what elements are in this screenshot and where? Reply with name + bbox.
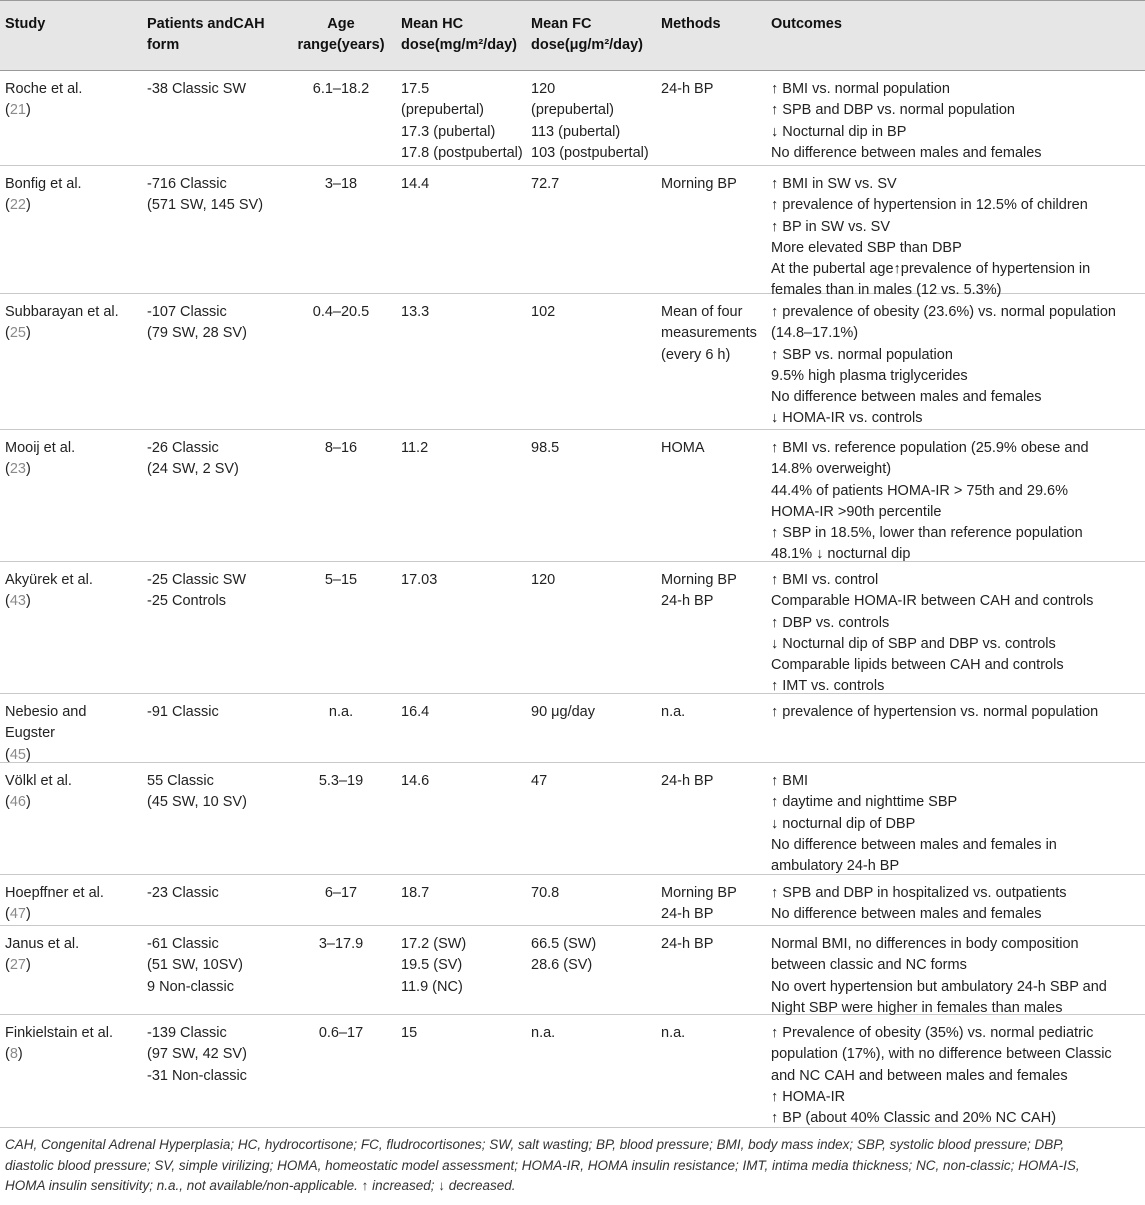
study-name: Hoepffner et al. — [5, 885, 104, 901]
text-line: 17.2 (SW) — [401, 936, 467, 952]
age-range: 8–16 — [324, 440, 358, 456]
text-line: ↓ Nocturnal dip in BP — [771, 123, 907, 140]
text-line: ↑ BMI in SW vs. SV — [771, 176, 897, 192]
text-line: -31 Non-classic — [147, 1067, 247, 1084]
text-line: ↑ BMI — [771, 773, 809, 789]
cell-fc-dose — [531, 174, 656, 195]
text-line: -25 Classic SW — [147, 572, 247, 588]
header-hc-dose — [401, 14, 526, 56]
text-line: -61 Classic — [147, 936, 219, 952]
header-fc-dose — [531, 14, 656, 56]
table-row — [0, 1015, 1145, 1128]
text-line: Morning BP — [661, 885, 737, 901]
text-line: ↑ Prevalence of obesity (35%) vs. normal pediatric — [771, 1025, 1094, 1041]
reference-line: (45) — [5, 746, 31, 763]
cell-patients — [147, 79, 297, 100]
text-line: ↑ prevalence of hypertension vs. normal population — [771, 704, 1099, 720]
study-name: Akyürek et al. — [5, 572, 93, 588]
text-line: (51 SW, 10SV) — [147, 957, 243, 974]
cell-age-range — [297, 438, 385, 459]
text-line: females than in males (12 vs. 5.3%) — [771, 282, 1002, 299]
table-row — [0, 562, 1145, 694]
text-line: Outcomes — [771, 16, 842, 32]
cell-age-range — [297, 771, 385, 792]
table-row — [0, 294, 1145, 430]
text-line: At the pubertal age↑prevalence of hypertension in — [771, 261, 1091, 278]
text-line: 66.5 (SW) — [531, 936, 597, 952]
cell-hc-dose — [401, 302, 526, 323]
cell-hc-dose — [401, 438, 526, 459]
cell-patients — [147, 883, 297, 904]
text-line: -23 Classic — [147, 885, 219, 901]
text-line: 11.9 (NC) — [401, 978, 463, 995]
text-line: Normal BMI, no differences in body composition — [771, 936, 1079, 952]
cell-outcomes — [771, 883, 1143, 926]
reference-link[interactable]: 21 — [9, 102, 26, 119]
text-line: ↑ BP (about 40% Classic and 20% NC CAH) — [771, 1110, 1057, 1127]
cell-hc-dose — [401, 1023, 526, 1044]
table-row — [0, 763, 1145, 875]
text-line: ↑ BP in SW vs. SV — [771, 218, 890, 235]
cell-fc-dose — [531, 79, 656, 164]
table-row — [0, 71, 1145, 166]
text-line: ↑ SPB and DBP in hospitalized vs. outpatients — [771, 885, 1067, 901]
cell-fc-dose — [531, 438, 656, 459]
table-row — [0, 875, 1145, 926]
text-line: ↑ BMI vs. reference population (25.9% obese and — [771, 440, 1089, 456]
cell-age-range — [297, 570, 385, 591]
cell-fc-dose — [531, 702, 656, 723]
cell-patients — [147, 771, 297, 814]
reference-link[interactable]: 8 — [9, 1046, 18, 1063]
table-header — [0, 0, 1145, 71]
text-line: ↑ SPB and DBP vs. normal population — [771, 102, 1015, 119]
text-line: 24-h BP — [661, 773, 714, 789]
study-name: Janus et al. — [5, 936, 80, 952]
age-range: 6–17 — [324, 885, 358, 901]
text-line: (prepubertal) — [401, 102, 485, 119]
age-range: 3–18 — [324, 176, 358, 192]
reference-line: (22) — [5, 197, 31, 214]
text-line: Methods — [661, 16, 721, 32]
cell-hc-dose — [401, 883, 526, 904]
cell-age-range — [297, 302, 385, 323]
text-line: CAH form — [147, 16, 265, 53]
text-line: 9.5% high plasma triglycerides — [771, 367, 968, 384]
study-name: Roche et al. — [5, 81, 83, 97]
text-line: ↑ DBP vs. controls — [771, 614, 890, 631]
text-line: 17.03 — [401, 572, 438, 588]
cell-methods — [661, 79, 766, 100]
age-range: n.a. — [328, 704, 354, 720]
reference-line: (47) — [5, 906, 31, 923]
cell-patients — [147, 174, 297, 217]
cell-hc-dose — [401, 771, 526, 792]
text-line: (μg/m²/day) — [564, 37, 643, 53]
text-line: Comparable HOMA-IR between CAH and controls — [771, 593, 1094, 610]
text-line: (24 SW, 2 SV) — [147, 461, 239, 478]
cell-patients — [147, 1023, 297, 1087]
cell-study — [5, 79, 133, 122]
text-line: 14.4 — [401, 176, 430, 192]
reference-line: (25) — [5, 325, 31, 342]
text-line: ↑ HOMA-IR — [771, 1088, 846, 1105]
text-line: 72.7 — [531, 176, 560, 192]
text-line: -716 Classic — [147, 176, 227, 192]
study-name: Völkl et al. — [5, 773, 72, 789]
cell-age-range — [297, 934, 385, 955]
text-line: 24-h BP — [661, 593, 714, 610]
cell-patients — [147, 570, 297, 613]
text-line: ↑ IMT vs. controls — [771, 678, 885, 695]
text-line: -38 Classic SW — [147, 81, 247, 97]
text-line: 24-h BP — [661, 81, 714, 97]
text-line: HOMA insulin sensitivity; n.a., not available/non-applicable. ↑ increased; ↓ decreased. — [5, 1178, 516, 1193]
cell-hc-dose — [401, 174, 526, 195]
text-line: n.a. — [661, 1025, 686, 1041]
text-line: 11.2 — [401, 440, 429, 456]
cell-methods — [661, 934, 766, 955]
header-outcomes — [771, 14, 1143, 35]
text-line: 47 — [531, 773, 548, 789]
cell-methods — [661, 1023, 766, 1044]
text-line: 120 — [531, 572, 556, 588]
text-line: 28.6 (SV) — [531, 957, 593, 974]
text-line: (97 SW, 42 SV) — [147, 1046, 247, 1063]
study-name: Subbarayan et al. — [5, 304, 119, 320]
study-name-cont: Eugster — [5, 725, 55, 742]
text-line: ambulatory 24-h BP — [771, 858, 900, 875]
text-line: (79 SW, 28 SV) — [147, 325, 247, 342]
text-line: Comparable lipids between CAH and controls — [771, 657, 1064, 674]
text-line: 17.8 (postpubertal) — [401, 144, 523, 161]
text-line: 9 Non-classic — [147, 978, 235, 995]
cell-hc-dose — [401, 570, 526, 591]
text-line: 18.7 — [401, 885, 430, 901]
text-line: ↑ prevalence of obesity (23.6%) vs. normal population — [771, 304, 1116, 320]
text-line: 70.8 — [531, 885, 560, 901]
text-line: 98.5 — [531, 440, 560, 456]
text-line: n.a. — [661, 704, 686, 720]
text-line: 17.3 (pubertal) — [401, 123, 496, 140]
cell-patients — [147, 934, 297, 998]
text-line: 17.5 — [401, 81, 430, 97]
reference-link[interactable]: 27 — [9, 957, 26, 974]
text-line: Morning BP — [661, 572, 737, 588]
text-line: Mean FC dose — [531, 16, 592, 53]
cell-hc-dose — [401, 702, 526, 723]
table-row — [0, 694, 1145, 763]
header-age — [297, 14, 385, 56]
study-name: Bonfig et al. — [5, 176, 82, 192]
reference-link[interactable]: 45 — [9, 746, 26, 763]
cell-patients — [147, 302, 297, 345]
text-line: ↑ SBP vs. normal population — [771, 346, 953, 363]
reference-link[interactable]: 43 — [9, 593, 26, 610]
cell-age-range — [297, 174, 385, 195]
text-line: measurements — [661, 325, 757, 342]
text-line: 113 (pubertal) — [531, 123, 621, 140]
cell-fc-dose — [531, 302, 656, 323]
cell-study — [5, 702, 133, 766]
cell-methods — [661, 771, 766, 792]
cell-study — [5, 174, 133, 217]
text-line: and NC CAH and between males and females — [771, 1067, 1068, 1084]
text-line: 13.3 — [401, 304, 430, 320]
text-line: -26 Classic — [147, 440, 219, 456]
text-line: 90 μg/day — [531, 704, 595, 720]
text-line: 120 — [531, 81, 556, 97]
text-line: No overt hypertension but ambulatory 24-h SBP and — [771, 978, 1107, 995]
text-line: ↑ SBP in 18.5%, lower than reference population — [771, 525, 1083, 542]
cell-study — [5, 438, 133, 481]
text-line: 15 — [401, 1025, 418, 1041]
text-line: -139 Classic — [147, 1025, 227, 1041]
reference-link[interactable]: 25 — [9, 325, 26, 342]
age-range: 3–17.9 — [318, 936, 364, 952]
cell-outcomes — [771, 79, 1143, 164]
reference-line: (46) — [5, 794, 31, 811]
text-line: -107 Classic — [147, 304, 227, 320]
study-name: Mooij et al. — [5, 440, 76, 456]
cell-fc-dose — [531, 934, 656, 977]
text-line: Night SBP were higher in females than males — [771, 999, 1063, 1016]
text-line: (45 SW, 10 SV) — [147, 794, 247, 811]
cell-study — [5, 771, 133, 814]
text-line: 24-h BP — [661, 906, 714, 923]
cell-outcomes — [771, 771, 1143, 877]
cell-study — [5, 1023, 133, 1066]
age-range: 5–15 — [324, 572, 358, 588]
text-line: HOMA-IR >90th percentile — [771, 503, 942, 520]
text-line: ↓ HOMA-IR vs. controls — [771, 410, 923, 427]
text-line: Morning BP — [661, 176, 737, 192]
text-line: More elevated SBP than DBP — [771, 239, 962, 256]
cell-study — [5, 934, 133, 977]
text-line: 103 (postpubertal) — [531, 144, 649, 161]
cell-study — [5, 302, 133, 345]
cell-outcomes — [771, 570, 1143, 698]
age-range: 6.1–18.2 — [312, 81, 370, 97]
cell-patients — [147, 702, 297, 723]
age-range: 0.4–20.5 — [312, 304, 370, 320]
text-line: (mg/m²/day) — [434, 37, 518, 53]
text-line: (years) — [336, 37, 385, 53]
text-line: 14.8% overweight) — [771, 461, 892, 478]
reference-link[interactable]: 47 — [9, 906, 26, 923]
cell-fc-dose — [531, 570, 656, 591]
table-footnote — [5, 1135, 1141, 1197]
table-row — [0, 926, 1145, 1015]
cell-fc-dose — [531, 1023, 656, 1044]
cell-outcomes — [771, 174, 1143, 302]
text-line: ↓ Nocturnal dip of SBP and DBP vs. controls — [771, 635, 1056, 652]
reference-link[interactable]: 22 — [9, 197, 26, 214]
text-line: No difference between males and females — [771, 389, 1042, 406]
text-line: diastolic blood pressure; SV, simple virilizing; HOMA, homeostatic model assessment; HOMA-IR, HOMA insulin resistance; IMT, intima media thickness; NC, non-classic; HOMA-IS, — [5, 1157, 1080, 1173]
reference-line: (8) — [5, 1046, 23, 1063]
text-line: Mean of four — [661, 304, 743, 320]
text-line: ↑ prevalence of hypertension in 12.5% of children — [771, 197, 1088, 214]
reference-line: (21) — [5, 102, 31, 119]
text-line: Study — [5, 16, 46, 32]
reference-line: (43) — [5, 593, 31, 610]
cell-outcomes — [771, 302, 1143, 430]
text-line: Age range — [297, 16, 355, 53]
text-line: 14.6 — [401, 773, 430, 789]
text-line: ↓ nocturnal dip of DBP — [771, 815, 916, 832]
cell-age-range — [297, 1023, 385, 1044]
cell-study — [5, 570, 133, 613]
text-line: 24-h BP — [661, 936, 714, 952]
reference-link[interactable]: 46 — [9, 794, 26, 811]
cell-methods — [661, 302, 766, 366]
reference-link[interactable]: 23 — [9, 461, 26, 478]
text-line: ↑ daytime and nighttime SBP — [771, 794, 958, 811]
text-line: between classic and NC forms — [771, 957, 967, 974]
text-line: No difference between males and females — [771, 906, 1042, 923]
table-row — [0, 430, 1145, 562]
text-line: HOMA — [661, 440, 705, 456]
text-line: ↑ BMI vs. control — [771, 572, 879, 588]
header-patients — [147, 14, 297, 56]
text-line: 48.1% ↓ nocturnal dip — [771, 546, 911, 563]
cell-methods — [661, 702, 766, 723]
text-line: population (17%), with no difference between Classic — [771, 1046, 1112, 1063]
cell-methods — [661, 570, 766, 613]
reference-line: (23) — [5, 461, 31, 478]
cell-fc-dose — [531, 771, 656, 792]
text-line: ↑ BMI vs. normal population — [771, 81, 950, 97]
cell-outcomes — [771, 438, 1143, 566]
header-methods — [661, 14, 766, 35]
cell-patients — [147, 438, 297, 481]
text-line: -25 Controls — [147, 593, 226, 610]
cell-methods — [661, 438, 766, 459]
table-row — [0, 166, 1145, 299]
text-line: 19.5 (SV) — [401, 957, 463, 974]
study-name: Finkielstain et al. — [5, 1025, 113, 1041]
cell-hc-dose — [401, 79, 526, 164]
age-range: 0.6–17 — [318, 1025, 364, 1041]
text-line: 102 — [531, 304, 556, 320]
cell-study — [5, 883, 133, 926]
cell-age-range — [297, 79, 385, 100]
cell-hc-dose — [401, 934, 526, 998]
age-range: 5.3–19 — [318, 773, 364, 789]
text-line: n.a. — [531, 1025, 556, 1041]
cell-methods — [661, 883, 766, 926]
text-line: Mean HC dose — [401, 16, 464, 53]
text-line: 16.4 — [401, 704, 430, 720]
text-line: Patients and — [147, 16, 234, 32]
cell-methods — [661, 174, 766, 195]
cell-fc-dose — [531, 883, 656, 904]
text-line: (every 6 h) — [661, 346, 731, 363]
study-name: Nebesio and — [5, 704, 87, 720]
cell-outcomes — [771, 702, 1143, 723]
text-line: (prepubertal) — [531, 102, 615, 119]
text-line: No difference between males and females — [771, 144, 1042, 161]
text-line: No difference between males and females in — [771, 836, 1057, 853]
reference-line: (27) — [5, 957, 31, 974]
cell-age-range — [297, 702, 385, 723]
cell-outcomes — [771, 934, 1143, 1019]
cell-outcomes — [771, 1023, 1143, 1129]
cell-age-range — [297, 883, 385, 904]
text-line: (14.8–17.1%) — [771, 325, 859, 342]
header-study — [5, 14, 133, 35]
text-line: -91 Classic — [147, 704, 219, 720]
text-line: 44.4% of patients HOMA-IR > 75th and 29.6% — [771, 482, 1069, 499]
text-line: 55 Classic — [147, 773, 214, 789]
text-line: CAH, Congenital Adrenal Hyperplasia; HC, hydrocortisone; FC, fludrocortisones; SW, salt wasting; BP, blood pressure; BMI, body mass index; SBP, systolic blood pressure; DBP, — [5, 1137, 1065, 1152]
text-line: (571 SW, 145 SV) — [147, 197, 264, 214]
